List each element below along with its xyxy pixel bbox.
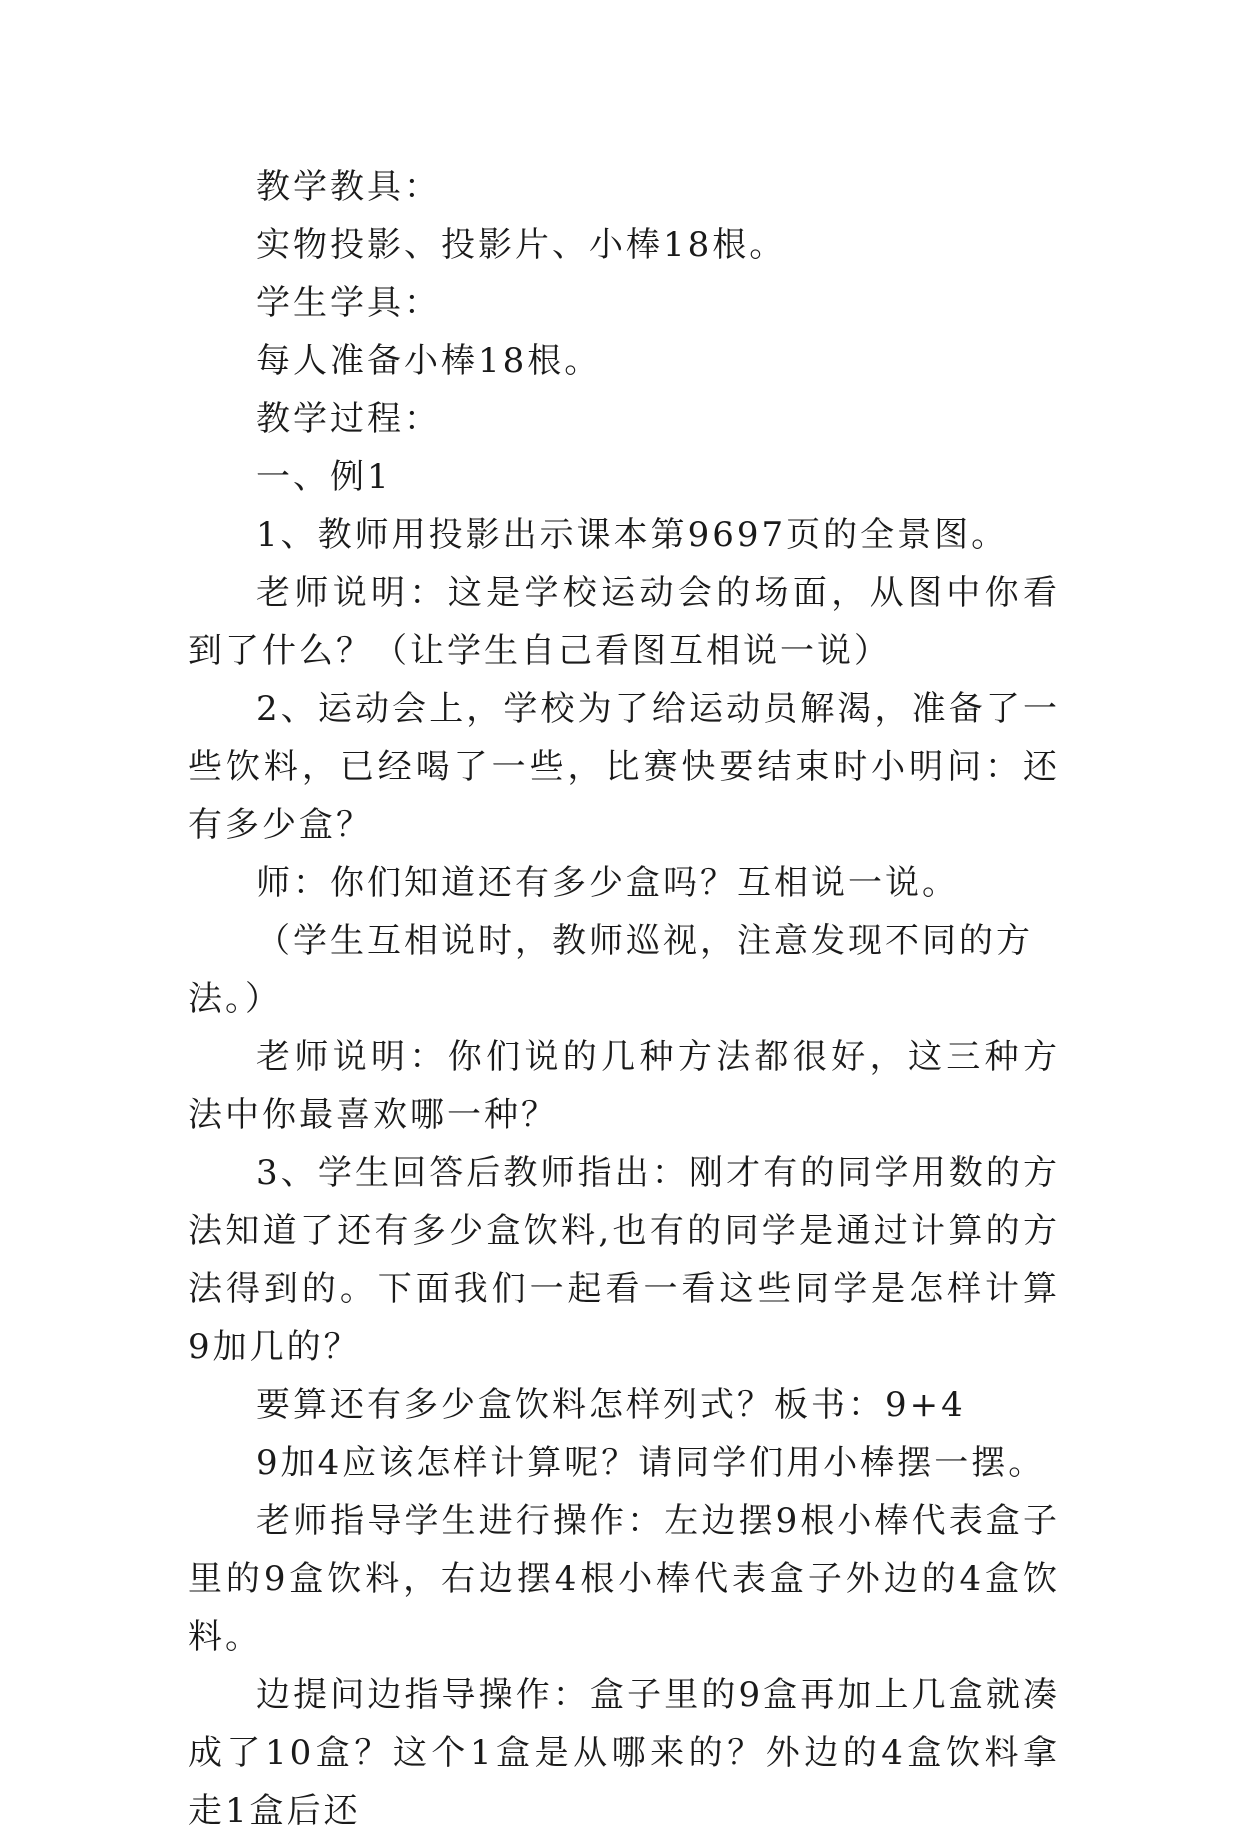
paragraph-example-heading: 一、例1	[256, 457, 392, 497]
paragraph-teacher-guide: 老师指导学生进行操作：左边摆9根小棒代表盒子里的9盒饮料，右边摆4根小棒代表盒子外边的4盒饮料。	[188, 1501, 1060, 1657]
paragraph-teaching-aids-heading: 教学教具：	[256, 167, 441, 207]
paragraph-step-1: 1、教师用投影出示课本第9697页的全景图。	[256, 515, 1009, 555]
paragraph-teacher-question: 师：你们知道还有多少盒吗？互相说一说。	[256, 863, 959, 903]
paragraph-teaching-aids: 实物投影、投影片、小棒18根。	[256, 225, 787, 265]
paragraph-step-3: 3、学生回答后教师指出：刚才有的同学用数的方法知道了还有多少盒饮料,也有的同学是通过计算的方法得到的。下面我们一起看一看这些同学是怎样计算9加几的？	[188, 1153, 1060, 1367]
paragraph-teacher-explain-2: 老师说明：你们说的几种方法都很好，这三种方法中你最喜欢哪一种？	[188, 1037, 1060, 1135]
paragraph-process-heading: 教学过程：	[256, 399, 441, 439]
document-body	[188, 158, 1060, 1840]
paragraph-student-discussion: （学生互相说时，教师巡视，注意发现不同的方法。）	[188, 921, 1033, 1019]
paragraph-formula: 要算还有多少盒饮料怎样列式？板书：9+4	[256, 1385, 966, 1425]
paragraph-sticks-instruction: 9加4应该怎样计算呢？请同学们用小棒摆一摆。	[256, 1443, 1046, 1483]
paragraph-student-aids: 每人准备小棒18根。	[256, 341, 602, 381]
paragraph-teacher-explain-1: 老师说明：这是学校运动会的场面，从图中你看到了什么？（让学生自己看图互相说一说）	[188, 573, 1060, 671]
paragraph-student-aids-heading: 学生学具：	[256, 283, 441, 323]
paragraph-step-2: 2、运动会上，学校为了给运动员解渴，准备了一些饮料，已经喝了一些，比赛快要结束时小明问：还有多少盒？	[188, 689, 1060, 845]
paragraph-ask-and-guide: 边提问边指导操作：盒子里的9盒再加上几盒就凑成了10盒？这个1盒是从哪来的？外边的4盒饮料拿走1盒后还	[188, 1675, 1060, 1831]
